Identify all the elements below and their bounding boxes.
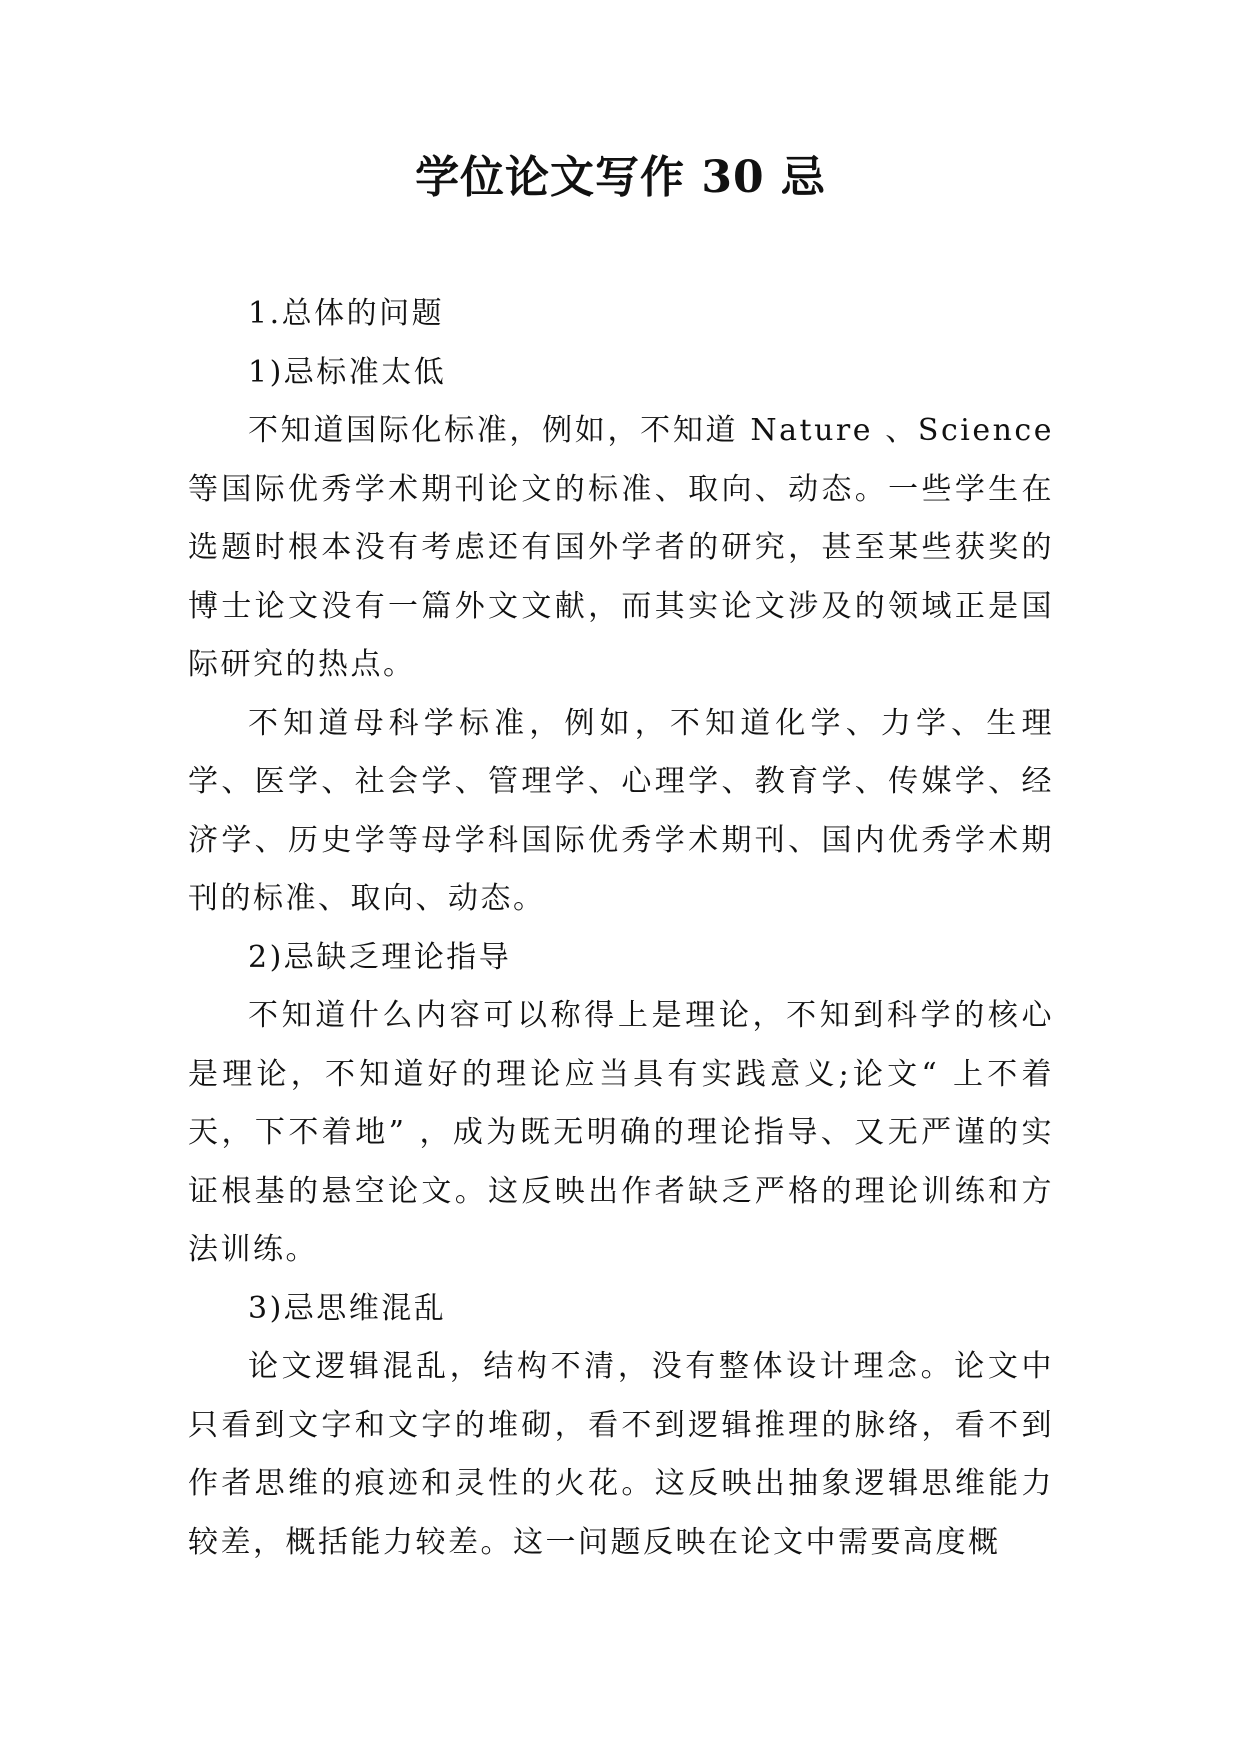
subsection-heading: 3)忌思维混乱 bbox=[248, 1290, 447, 1326]
body-paragraph: 论文逻辑混乱，结构不清，没有整体设计理念。论文中只看到文字和文字的堆砌，看不到逻辑推理的脉络，看不到作者思维的痕迹和灵性的火花。这反映出抽象逻辑思维能力较差，概括能力较差。这一问题反映在论文中需要高度概 bbox=[188, 1349, 1054, 1560]
body-paragraph: 不知道母科学标准，例如，不知道化学、力学、生理学、医学、社会学、管理学、心理学、教育学、传媒学、经济学、历史学等母学科国际优秀学术期刊、国内优秀学术期刊的标准、取向、动态。 bbox=[188, 705, 1054, 916]
document-title: 学位论文写作 30 忌 bbox=[415, 152, 826, 203]
section-heading: 1.总体的问题 bbox=[248, 296, 445, 331]
body-paragraph: 不知道什么内容可以称得上是理论，不知到科学的核心是理论，不知道好的理论应当具有实践意义;论文“ 上不着天，下不着地” ，成为既无明确的理论指导、又无严谨的实证根基的悬空论文。这反映出作者缺乏严格的理论训练和方法训练。 bbox=[188, 998, 1054, 1267]
body-paragraph: 不知道国际化标准，例如，不知道 Nature 、Science 等国际优秀学术期刊论文的标准、取向、动态。一些学生在选题时根本没有考虑还有国外学者的研究，甚至某些获奖的博士论文没有一篇外文文献，而其实论文涉及的领域正是国际研究的热点。 bbox=[188, 413, 1054, 682]
subsection-heading: 2)忌缺乏理论指导 bbox=[248, 939, 512, 975]
document-body bbox=[188, 285, 1054, 1572]
subsection-heading: 1)忌标准太低 bbox=[248, 354, 447, 390]
